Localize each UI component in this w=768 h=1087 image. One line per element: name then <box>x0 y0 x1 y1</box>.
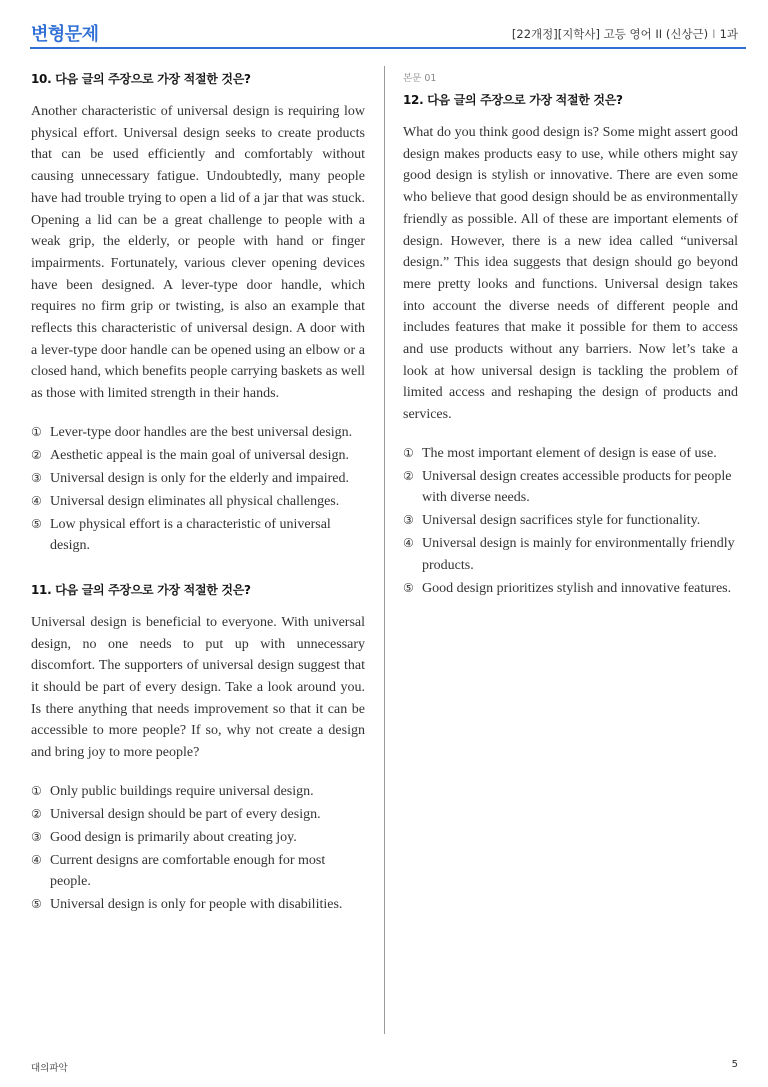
page-title: 변형문제 <box>31 24 99 45</box>
question-passage: Another characteristic of universal design is requiring low physical effort. Universal design seeks to create products that can be used efficiently and comfortably without causing unnecessary fatigue. Undoubtedly, many people have had trouble trying to open a lid of a jar that was stuck. Opening a lid can be a great challenge to people with a weak grip, the elderly, or people with hand or finger impairments. Fortunately, various clever opening devices have been designed. A lever-type door handle, which requires no firm grip or twisting, is also an example that reflects this characteristic of universal design. A door with a lever-type door handle can be opened using an elbow or a closed hand, which benefits people carrying baskets as well as those with limited strength in their hands. <box>31 104 365 402</box>
question-12 <box>403 70 738 599</box>
answer-option <box>403 510 738 532</box>
option-number: ② <box>31 447 42 462</box>
answer-options <box>31 781 365 916</box>
answer-option <box>403 466 738 509</box>
answer-option <box>31 827 365 849</box>
option-number: ④ <box>31 852 42 867</box>
option-number: ⑤ <box>31 897 42 912</box>
option-number: ③ <box>31 470 42 485</box>
right-column <box>403 70 738 601</box>
textbook-info: [22개정][지학사] 고등 영어 II (신상근) <box>511 27 709 41</box>
question-title: 11. 다음 글의 주장으로 가장 적절한 것은? <box>31 582 251 597</box>
answer-options <box>31 422 365 557</box>
option-text: Good design prioritizes stylish and innovative features. <box>422 580 732 596</box>
lesson-label: 1과 <box>719 27 738 41</box>
option-text: Lever-type door handles are the best universal design. <box>50 424 353 440</box>
option-number: ① <box>403 445 414 460</box>
option-text: The most important element of design is ease of use. <box>422 445 717 461</box>
answer-option <box>31 514 365 557</box>
option-text: Universal design sacrifices style for functionality. <box>422 513 701 529</box>
option-number: ② <box>403 468 414 483</box>
option-number: ① <box>31 783 42 798</box>
option-number: ④ <box>403 536 414 551</box>
option-text: Only public buildings require universal design. <box>50 783 314 799</box>
answer-options <box>403 443 738 600</box>
answer-option <box>403 443 738 465</box>
option-number: ④ <box>31 493 42 508</box>
option-text: Universal design eliminates all physical challenges. <box>50 493 340 509</box>
header-rule <box>30 47 746 49</box>
answer-option <box>403 533 738 576</box>
option-text: Universal design is only for people with disabilities. <box>50 897 343 913</box>
option-text: Aesthetic appeal is the main goal of universal design. <box>50 447 349 463</box>
question-passage: What do you think good design is? Some might assert good design makes products easy to use, while others might say good design is stylish or innovative. There are even some who believe that good design should be as environmentally friendly as possible. All of these are important elements of design. However, there is a new idea called “universal design.” This idea suggests that design should go beyond mere pretty looks and functions. Universal design takes into account the diverse needs of different people and includes features that make it possible for them to access and use products without any barriers. Now let’s take a look at how universal design is tackling the problem of limited access and reshaping the design of products and services. <box>403 125 738 423</box>
option-number: ③ <box>31 829 42 844</box>
footer-publisher: 대의파악 <box>31 1063 68 1074</box>
option-text: Current designs are comfortable enough for most people. <box>50 852 326 890</box>
answer-option <box>403 578 738 600</box>
option-number: ⑤ <box>403 580 414 595</box>
question-10 <box>31 70 365 557</box>
option-number: ② <box>31 806 42 821</box>
option-text: Universal design creates accessible products for people with diverse needs. <box>422 468 732 506</box>
option-number: ① <box>31 424 42 439</box>
answer-option <box>31 445 365 467</box>
option-text: Universal design is only for the elderly and impaired. <box>50 470 349 486</box>
answer-option <box>31 894 365 916</box>
option-text: Low physical effort is a characteristic of universal design. <box>50 516 331 554</box>
column-divider <box>384 66 385 1034</box>
option-text: Good design is primarily about creating joy. <box>50 829 297 845</box>
question-title: 10. 다음 글의 주장으로 가장 적절한 것은? <box>31 72 251 86</box>
answer-option <box>31 491 365 513</box>
option-text: Universal design should be part of every design. <box>50 806 321 822</box>
question-passage: Universal design is beneficial to everyone. With universal design, no one needs to put up with unnecessary discomfort. The supporters of universal design suggest that it should be part of every design. Take a look around you. Is there anything that needs improvement so that it can be accessible to more people? If so, why not create a design and bring joy to more people? <box>31 614 365 761</box>
answer-option <box>31 781 365 803</box>
header-meta <box>512 26 738 42</box>
question-11 <box>31 581 365 916</box>
answer-option <box>31 850 365 893</box>
answer-option <box>31 804 365 826</box>
page-number: 5 <box>731 1059 738 1070</box>
answer-option <box>31 468 365 490</box>
passage-tag: 본문 01 <box>403 73 437 84</box>
header-separator: I <box>712 27 716 41</box>
answer-option <box>31 422 365 444</box>
left-column <box>31 70 365 917</box>
question-title: 12. 다음 글의 주장으로 가장 적절한 것은? <box>403 93 623 107</box>
option-number: ③ <box>403 513 414 528</box>
option-text: Universal design is mainly for environmentally friendly products. <box>422 536 735 573</box>
option-number: ⑤ <box>31 516 42 531</box>
